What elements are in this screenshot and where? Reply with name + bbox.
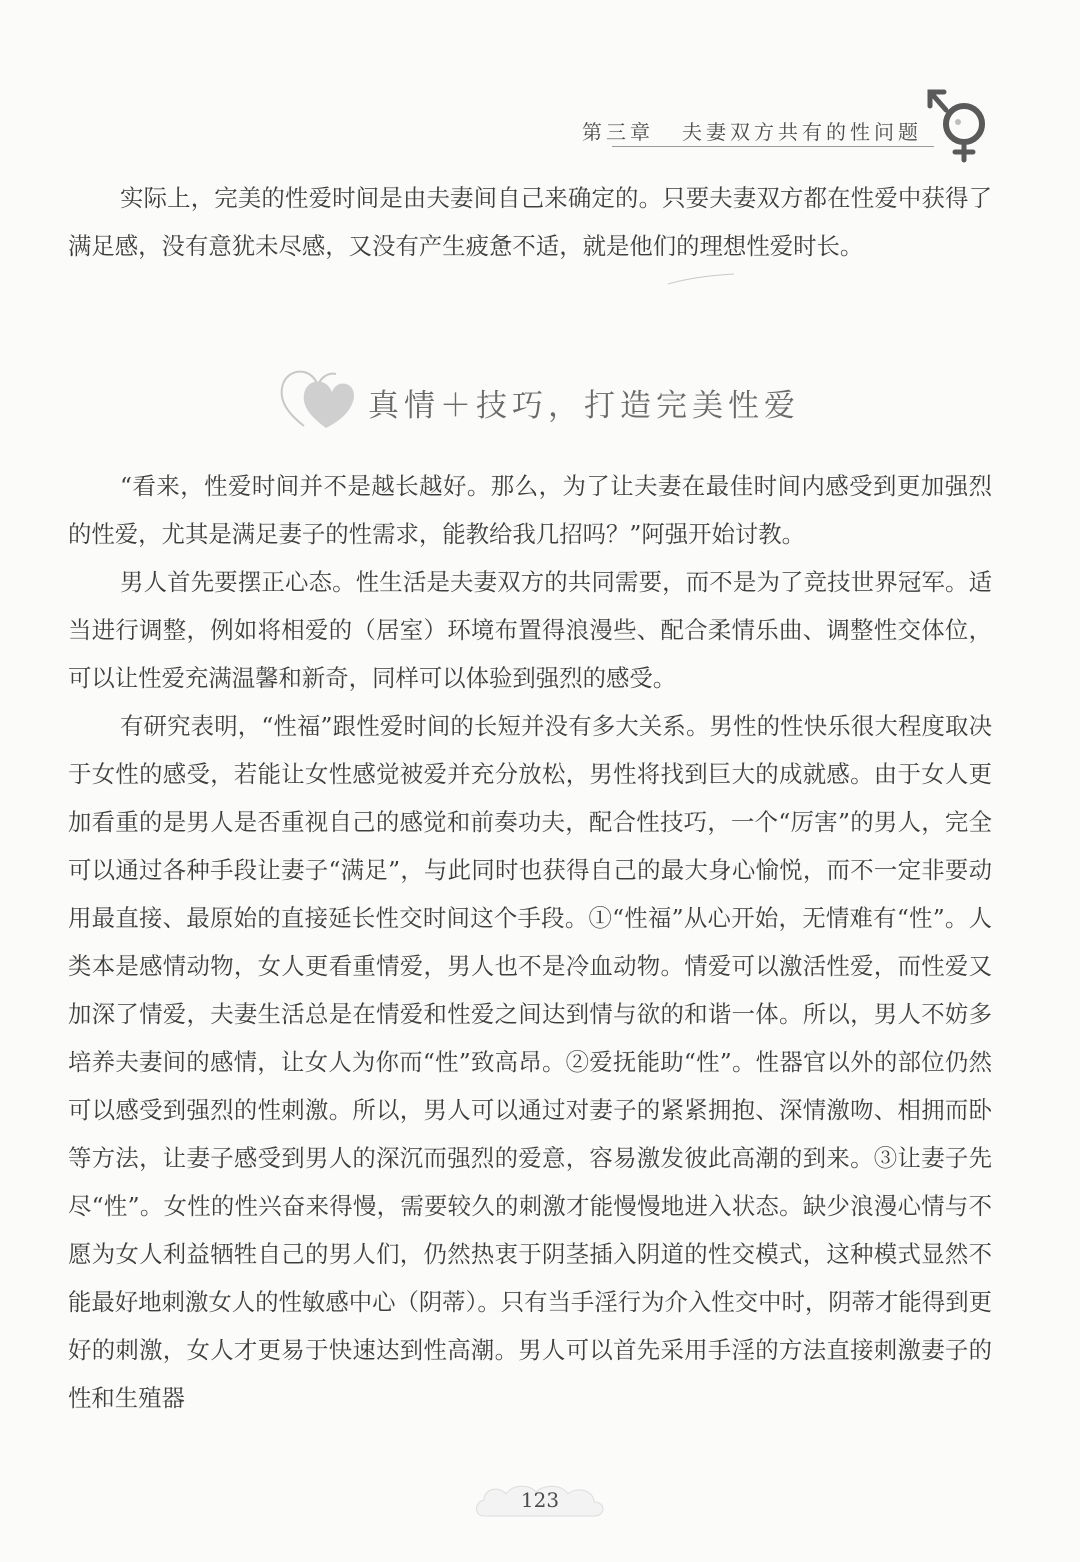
pencil-mark [666, 270, 736, 288]
chapter-title: 夫妻双方共有的性问题 [682, 120, 922, 144]
section-title: 真情＋技巧，打造完美性爱 [368, 388, 800, 424]
paragraph-1: “看来，性爱时间并不是越长越好。那么，为了让夫妻在最佳时间内感受到更加强烈的性爱，尤其是满足妻子的性需求，能教给我几招吗？”阿强开始讨教。 [68, 472, 992, 548]
page-number-badge [470, 1478, 610, 1528]
paragraph-2: 男人首先要摆正心态。性生活是夫妻双方的共同需要，而不是为了竞技世界冠军。适当进行调整，例如将相爱的（居室）环境布置得浪漫些、配合柔情乐曲、调整性交体位，可以让性爱充满温馨和新奇，同样可以体验到强烈的感受。 [68, 568, 992, 692]
section-heading [278, 360, 798, 440]
paragraph-3: 有研究表明，“性福”跟性爱时间的长短并没有多大关系。男性的性快乐很大程度取决于女性的感受，若能让女性感觉被爱并充分放松，男性将找到巨大的成就感。由于女人更加看重的是男人是否重视自己的感觉和前奏功夫，配合性技巧，一个“厉害”的男人，完全可以通过各种手段让妻子“满足”，与此同时也获得自己的最大身心愉悦，而不一定非要动用最直接、最原始的直接延长性交时间这个手段。①“性福”从心开始，无情难有“性”。人类本是感情动物，女人更看重情爱，男人也不是冷血动物。情爱可以激活性爱，而性爱又加深了情爱，夫妻生活总是在情爱和性爱之间达到情与欲的和谐一体。所以，男人不妨多培养夫妻间的感情，让女人为你而“性”致高昂。②爱抚能助“性”。性器官以外的部位仍然可以感受到强烈的性刺激。所以，男人可以通过对妻子的紧紧拥抱、深情激吻、相拥而卧等方法，让妻子感受到男人的深沉而强烈的爱意，容易激发彼此高潮的到来。③让妻子先尽“性”。女性的性兴奋来得慢，需要较久的刺激才能慢慢地进入状态。缺少浪漫心情与不愿为女人利益牺牲自己的男人们，仍然热衷于阴茎插入阴道的性交模式，这种模式显然不能最好地刺激女人的性敏感中心（阴蒂）。只有当手淫行为介入性交中时，阴蒂才能得到更好的刺激，女人才更易于快速达到性高潮。男人可以首先采用手淫的方法直接刺激妻子的性和生殖器 [68, 712, 992, 1412]
male-female-symbol-icon [924, 86, 996, 164]
heart-icon [278, 360, 358, 436]
header-divider [612, 146, 934, 147]
paragraph-intro: 实际上，完美的性爱时间是由夫妻间自己来确定的。只要夫妻双方都在性爱中获得了满足感，没有意犹未尽感，又没有产生疲惫不适，就是他们的理想性爱时长。 [68, 184, 992, 260]
page-number: 123 [520, 1488, 560, 1512]
running-header [582, 116, 922, 145]
chapter-label: 第三章 [582, 120, 654, 144]
